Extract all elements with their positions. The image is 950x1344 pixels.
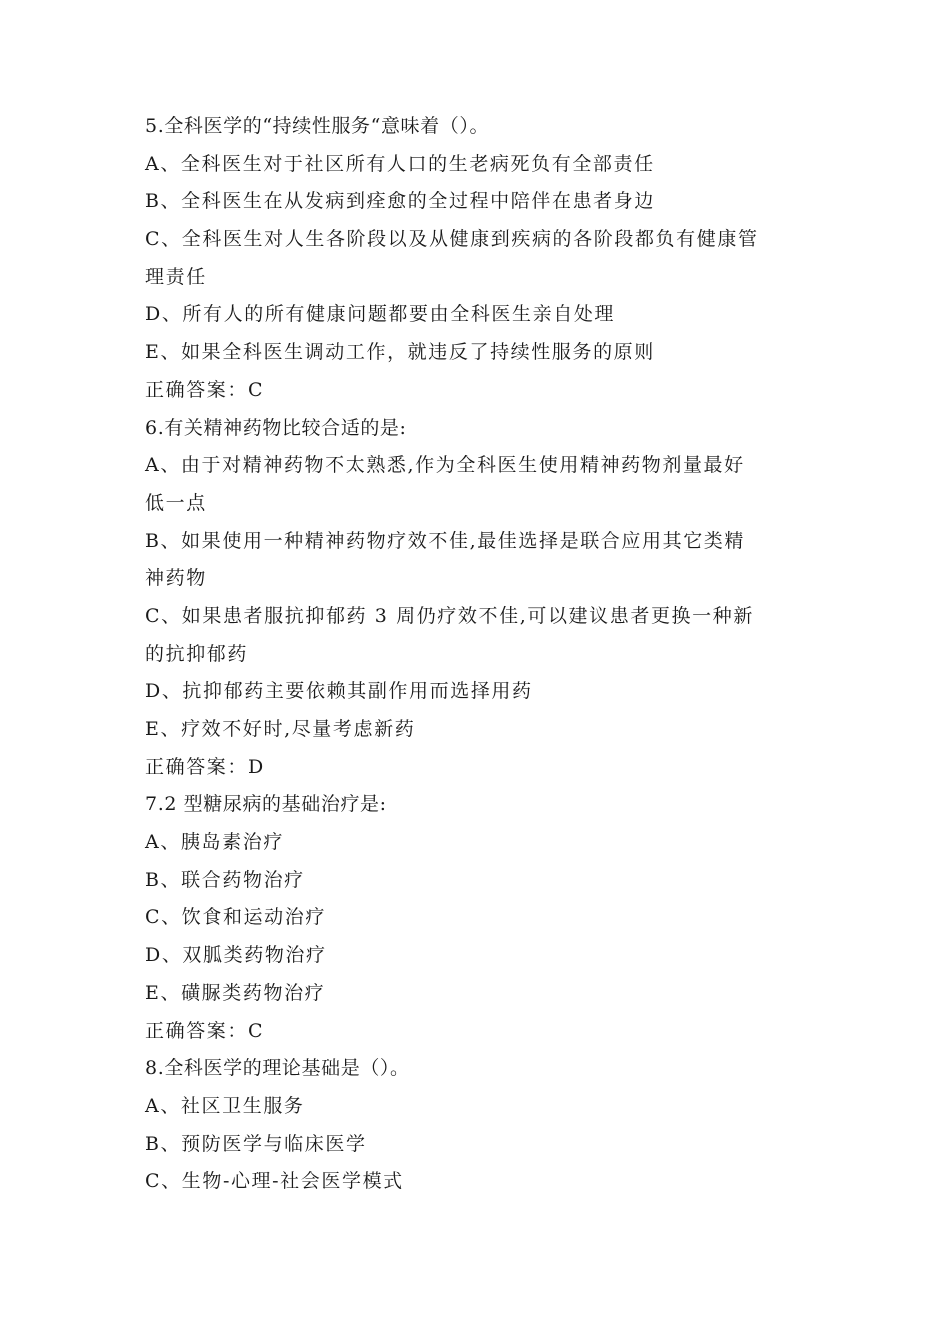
question-6-option-e: E、疗效不好时,尽量考虑新药 bbox=[145, 718, 416, 740]
question-5-option-d: D、所有人的所有健康问题都要由全科医生亲自处理 bbox=[145, 303, 616, 326]
question-6-option-b: B、如果使用一种精神药物疗效不佳,最佳选择是联合应用其它类精 bbox=[145, 529, 746, 552]
question-6-answer: 正确答案：D bbox=[145, 755, 265, 778]
question-5-title: 5.全科医学的“持续性服务“意味着（）。 bbox=[145, 115, 490, 137]
question-8-option-c: C、生物-心理-社会医学模式 bbox=[145, 1170, 404, 1193]
question-5-option-b: B、全科医生在从发病到痊愈的全过程中陪伴在患者身边 bbox=[145, 190, 655, 213]
question-6-title: 6.有关精神药物比较合适的是: bbox=[145, 416, 407, 439]
question-6-option-a-cont: 低一点 bbox=[145, 491, 207, 514]
question-8-option-a: A、社区卫生服务 bbox=[145, 1094, 305, 1117]
question-5-option-c-cont: 理责任 bbox=[145, 265, 207, 288]
document-page bbox=[145, 108, 825, 1201]
question-5-option-c: C、全科医生对人生各阶段以及从健康到疾病的各阶段都负有健康管 bbox=[145, 228, 759, 251]
question-6-option-c: C、如果患者服抗抑郁药 3 周仍疗效不佳,可以建议患者更换一种新 bbox=[145, 604, 754, 627]
question-7-option-d: D、双胍类药物治疗 bbox=[145, 944, 327, 967]
question-6-option-c-cont: 的抗抑郁药 bbox=[145, 642, 249, 665]
question-5-answer: 正确答案：C bbox=[145, 378, 265, 401]
question-5-option-e: E、如果全科医生调动工作，就违反了持续性服务的原则 bbox=[145, 341, 655, 364]
question-6-option-a: A、由于对精神药物不太熟悉,作为全科医生使用精神药物剂量最好 bbox=[145, 454, 745, 477]
question-5-option-a: A、全科医生对于社区所有人口的生老病死负有全部责任 bbox=[145, 152, 655, 175]
question-7-option-c: C、饮食和运动治疗 bbox=[145, 906, 326, 929]
question-7-title: 7.2 型糖尿病的基础治疗是: bbox=[145, 793, 387, 816]
question-7-option-b: B、联合药物治疗 bbox=[145, 868, 305, 891]
question-8-title: 8.全科医学的理论基础是（）。 bbox=[145, 1057, 410, 1080]
question-7-option-a: A、胰岛素治疗 bbox=[145, 831, 284, 854]
question-6-option-d: D、抗抑郁药主要依赖其副作用而选择用药 bbox=[145, 680, 533, 703]
question-6-option-b-cont: 神药物 bbox=[145, 567, 207, 590]
question-7-answer: 正确答案：C bbox=[145, 1019, 265, 1042]
question-8-option-b: B、预防医学与临床医学 bbox=[145, 1132, 367, 1155]
question-7-option-e: E、磺脲类药物治疗 bbox=[145, 981, 326, 1004]
